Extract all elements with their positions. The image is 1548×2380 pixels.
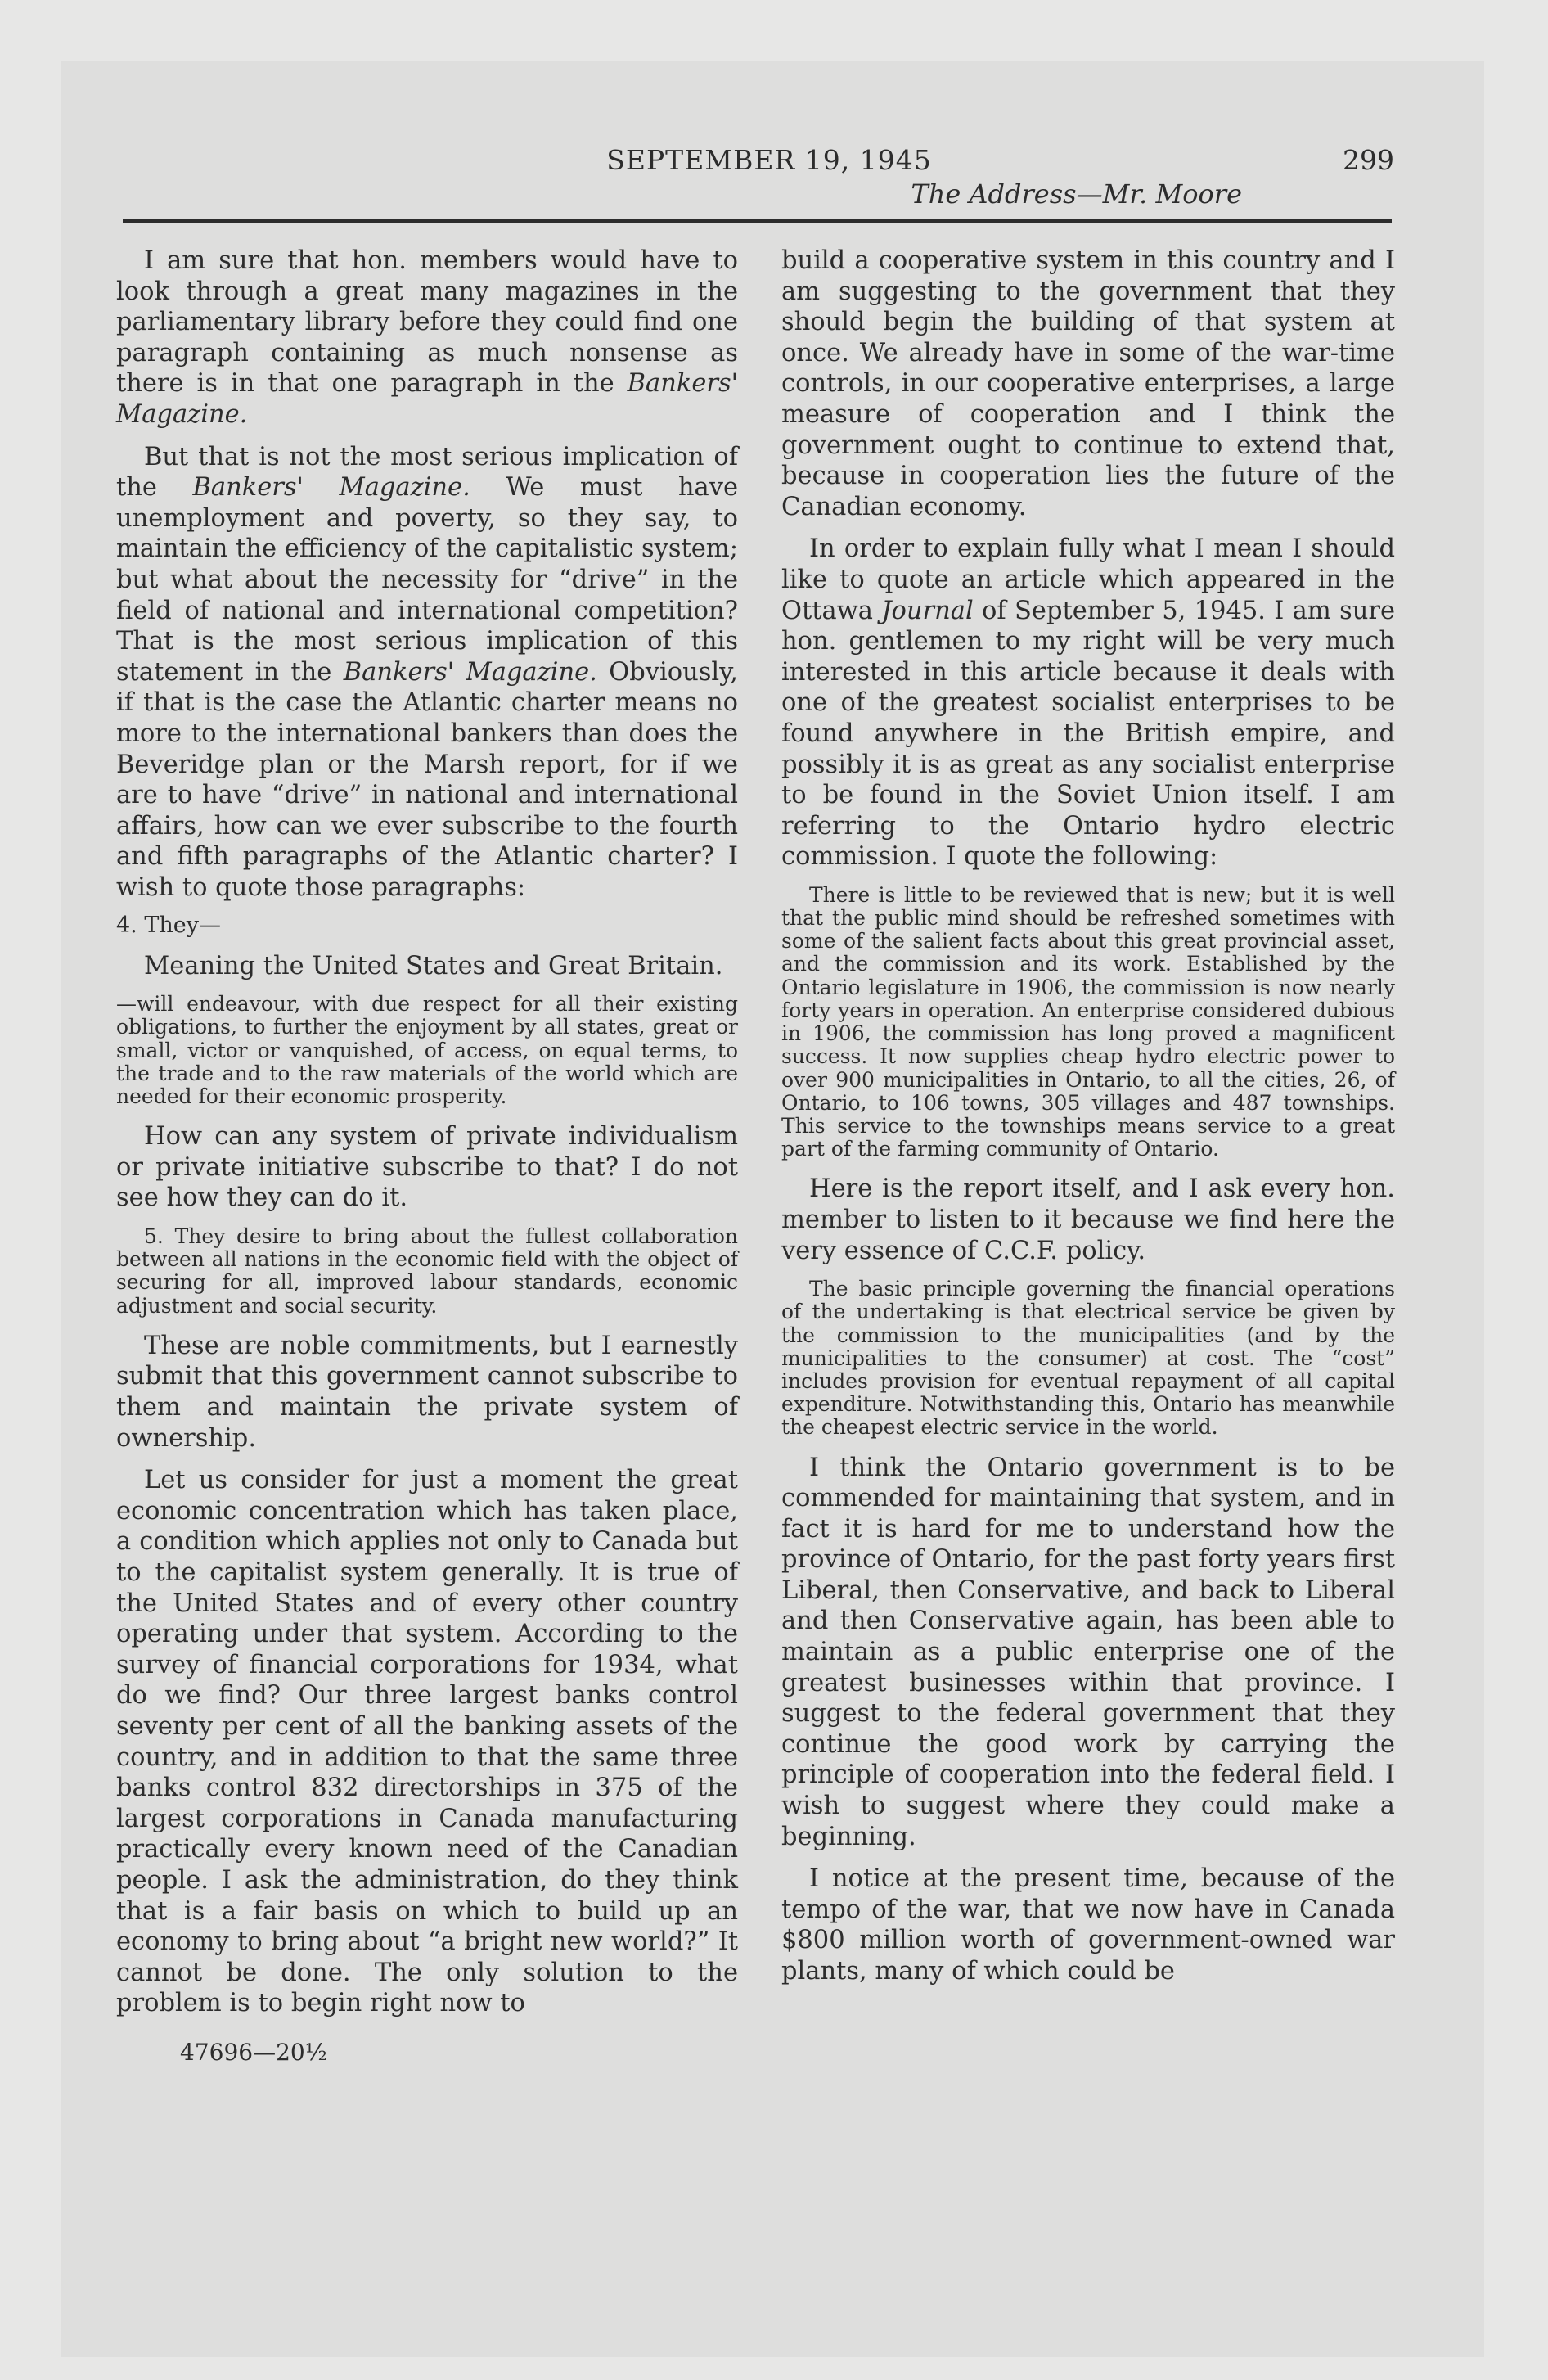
paragraph: These are noble commitments, but I earnestly submit that this government cannot subscribe to them and maintain the private system of ownership. [116, 1331, 738, 1453]
paragraph: How can any system of private individualism or private initiative subscribe to that? I do not see how they can do it. [116, 1122, 738, 1213]
paragraph: Here is the report itself, and I ask every hon. member to listen to it because we find here the very essence of C.C.F. policy. [781, 1174, 1395, 1265]
paragraph: build a cooperative system in this country and I am suggesting to the government that they should begin the building of that system at once. We already have in some of the war-time controls, in our cooperative enterprises, a large measure of cooperation and I think the government ought to continue to extend that, because in cooperation lies the future of the Canadian economy. [781, 246, 1395, 521]
paragraph: In order to explain fully what I mean I should like to quote an article which appeared in the Ottawa Journal of September 5, 1945. I am sure hon. gentlemen to my right will be very much interested in this article because it deals with one of the greatest socialist enterprises to be found anywhere in the British empire, and possibly it is as great as any socialist enterprise to be found in the Soviet Union itself. I am referring to the Ontario hydro electric commission. I quote the following: [781, 534, 1395, 872]
right-column [781, 246, 1395, 1999]
quotation: The basic principle governing the financial operations of the undertaking is that electrical service be given by the commission to the municipalities (and by the municipalities to the consumer) at cost. The “cost” includes provision for eventual repayment of all capital expenditure. Notwithstanding this, Ontario has meanwhile the cheapest electric service in the world. [781, 1277, 1395, 1440]
paragraph: I think the Ontario government is to be commended for maintaining that system, and in fact it is hard for me to understand how the province of Ontario, for the past forty years first Liberal, then Conservative, and back to Liberal and then Conservative again, has been able to maintain as a public enterprise one of the greatest businesses within that province. I suggest to the federal government that they continue the good work by carrying the principle of cooperation into the federal field. I wish to suggest where they could make a beginning. [781, 1453, 1395, 1851]
quotation: 4. They— [116, 913, 221, 939]
paragraph: Let us consider for just a moment the great economic concentration which has taken place, a condition which applies not only to Canada but to the capitalist system generally. It is true of the United States and of every other country operating under that system. According to the survey of financial corporations for 1934, what do we find? Our three largest banks control seventy per cent of all the banking assets of the country, and in addition to that the same three banks control 832 directorships in 375 of the largest corporations in Canada manufacturing practically every known need of the Canadian people. I ask the administration, do they think that is a fair basis on which to build up an economy to bring about “a bright new world?” It cannot be done. The only solution to the problem is to begin right now to [116, 1466, 738, 2018]
page-number: 299 [1343, 144, 1394, 176]
quotation: —will endeavour, with due respect for all their existing obligations, to further the enjoyment by all states, great or small, victor or vanquished, of access, on equal terms, to the trade and to the raw materials of the world which are needed for their economic prosperity. [116, 992, 738, 1109]
paragraph: Meaning the United States and Great Britain. [144, 951, 723, 980]
quotation: 5. They desire to bring about the fullest collaboration between all nations in the economic field with the object of securing for all, improved labour standards, economic adjustment and social security. [116, 1224, 738, 1318]
footnote-code: 47696—20½ [180, 2038, 327, 2066]
paragraph: But that is not the most serious implication of the Bankers' Magazine. We must have unemployment and poverty, so they say, to maintain the efficiency of the capitalistic system; but what about the necessity for “drive” in the field of national and international competition? That is the most serious implication of this statement in the Bankers' Magazine. Obviously, if that is the case the Atlantic charter means no more to the international bankers than does the Beveridge plan or the Marsh report, for if we are to have “drive” in national and international affairs, how can we ever subscribe to the fourth and fifth paragraphs of the Atlantic charter? I wish to quote those paragraphs: [116, 442, 738, 902]
quotation: There is little to be reviewed that is new; but it is well that the public mind should be refreshed sometimes with some of the salient facts about this great provincial asset, and the commission and its work. Established by the Ontario legislature in 1906, the commission is now nearly forty years in operation. An enterprise considered dubious in 1906, the commission has long proved a magnificent success. It now supplies cheap hydro electric power to over 900 municipalities in Ontario, to all the cities, 26, of Ontario, to 106 towns, 305 villages and 487 townships. This service to the townships means service to a great part of the farming community of Ontario. [781, 882, 1395, 1161]
header-date: SEPTEMBER 19, 1945 [606, 144, 932, 176]
left-column [116, 246, 738, 2066]
running-head: The Address—Mr. Moore [911, 178, 1242, 210]
paragraph: I notice at the present time, because of the tempo of the war, that we now have in Canada $800 million worth of government-owned war plants, many of which could be [781, 1864, 1395, 1986]
header-rule [123, 219, 1392, 223]
paragraph: I am sure that hon. members would have to look through a great many magazines in the parliamentary library before they could find one paragraph containing as much nonsense as there is in that one paragraph in the Bankers' Magazine. [116, 246, 738, 429]
